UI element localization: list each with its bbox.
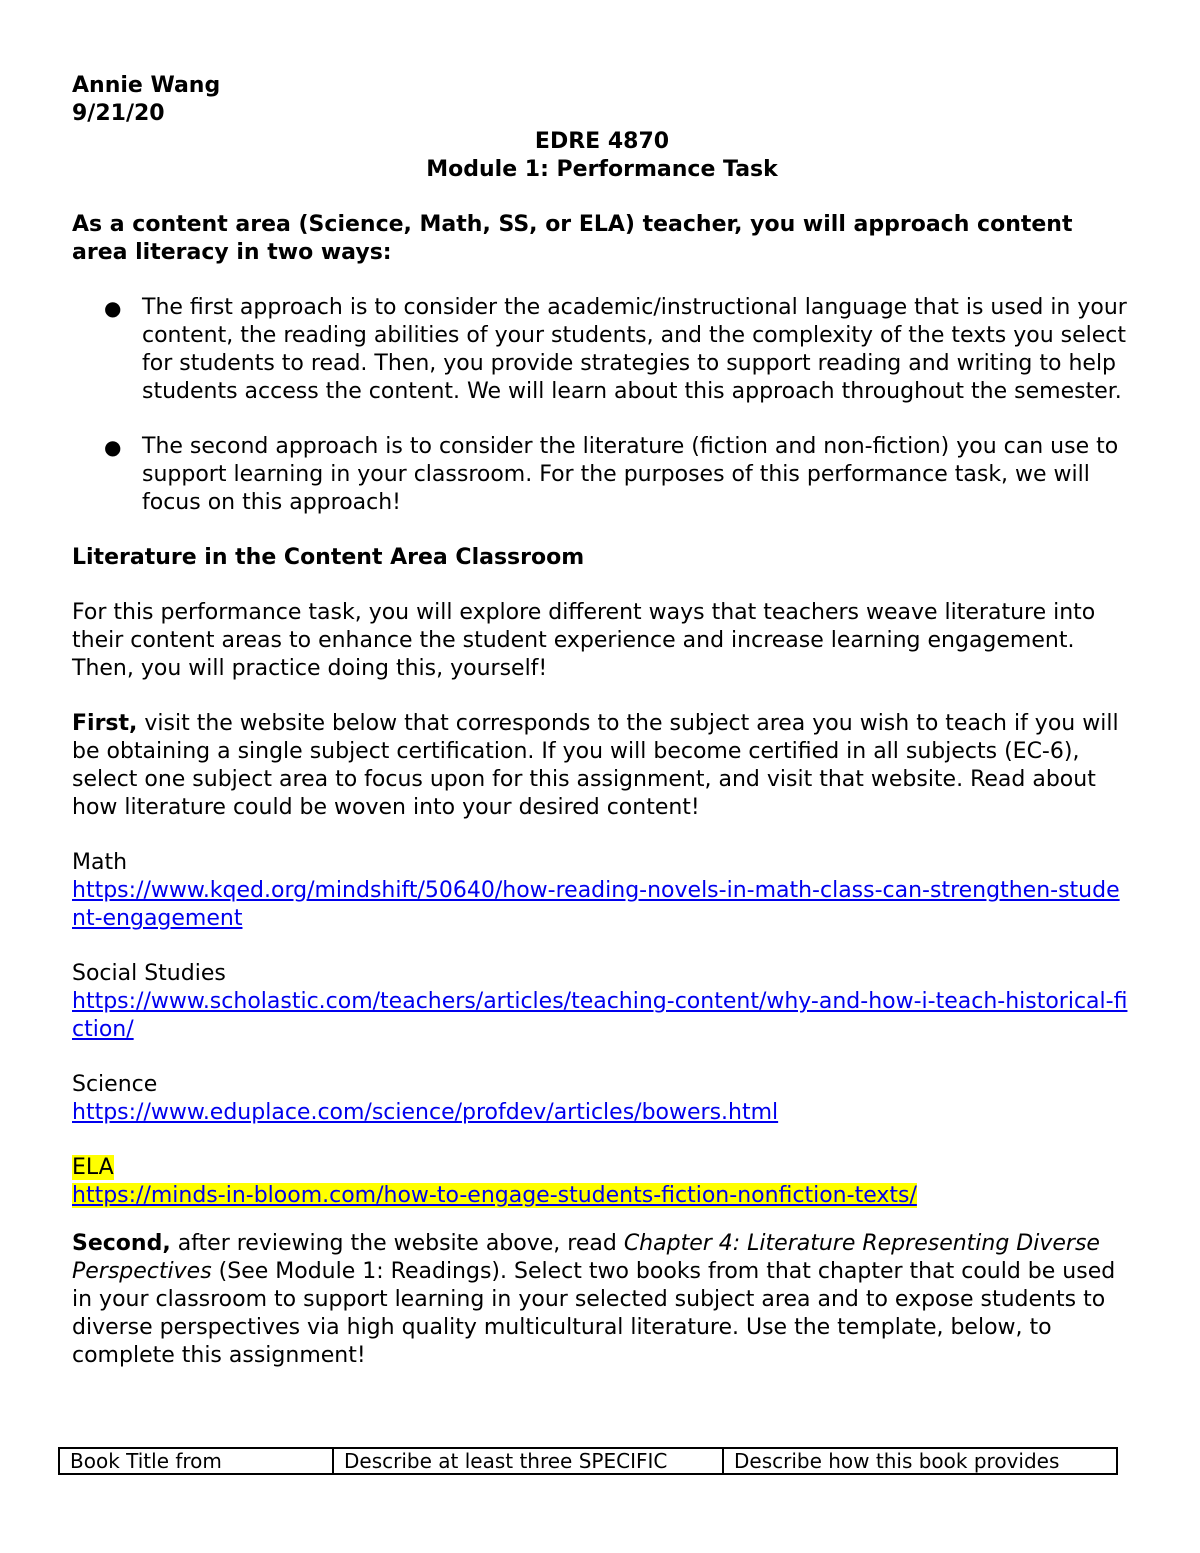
social-studies-subject: Social Studies	[72, 961, 226, 986]
bullet-icon: ●	[104, 296, 122, 320]
bullet-text: The first approach is to consider the academic/instructional language that is used in your content, the reading abilities of your students, and the complexity of the texts you select for students to read. Then, you provide strategies to support reading and writing to help students access the content. We will learn about this approach throughout the semester.	[142, 295, 1127, 404]
second-label: Second,	[72, 1231, 171, 1256]
bullet-text: The second approach is to consider the literature (fiction and non-fiction) you can use to support learning in your classroom. For the purposes of this performance task, we will focus on this approach!	[142, 434, 1119, 515]
author-name: Annie Wang	[72, 73, 221, 98]
table-header-cell: Book Title from	[59, 1448, 333, 1474]
book-template-table	[58, 1447, 1118, 1475]
chapter-title: Chapter 4: Literature Representing Diverse Perspectives	[72, 1231, 1100, 1284]
course-code: EDRE 4870	[534, 129, 670, 154]
ela-subject: ELA	[72, 1155, 114, 1180]
second-instruction: Second, after reviewing the website above, read Chapter 4: Literature Representing Diverse Perspectives (See Module 1: Readings). Select two books from that chapter that could be used in your classroom to support learning in your selected subject area and to expose students to diverse perspectives via high quality multicultural literature. Use the template, below, to complete this assignment!	[72, 1231, 1116, 1368]
intro-lead: As a content area (Science, Math, SS, or ELA) teacher, you will approach content area literacy in two ways:	[72, 212, 1073, 265]
first-label: First,	[72, 711, 138, 736]
science-link[interactable]: https://www.eduplace.com/science/profdev/articles/bowers.html	[72, 1100, 779, 1125]
list-item	[104, 294, 1132, 406]
math-link[interactable]: https://www.kqed.org/mindshift/50640/how-reading-novels-in-math-class-can-strengthen-student-engagement	[72, 878, 1120, 931]
table-header-cell: Describe how this book provides	[723, 1448, 1117, 1474]
document-page	[72, 72, 1132, 1370]
list-item	[104, 433, 1132, 517]
table-header-row	[59, 1448, 1117, 1474]
section-body: For this performance task, you will explore different ways that teachers weave literature into their content areas to enhance the student experience and increase learning engagement. Then, you will practice doing this, yourself!	[72, 600, 1096, 681]
ela-link[interactable]: https://minds-in-bloom.com/how-to-engage-students-fiction-nonfiction-texts/	[72, 1183, 917, 1208]
table-header-cell: Describe at least three SPECIFIC	[333, 1448, 723, 1474]
first-instruction	[72, 710, 1132, 822]
module-title: Module 1: Performance Task	[426, 157, 778, 182]
social-studies-link[interactable]: https://www.scholastic.com/teachers/articles/teaching-content/why-and-how-i-teach-historical-fiction/	[72, 989, 1128, 1042]
science-subject: Science	[72, 1072, 158, 1097]
section-heading: Literature in the Content Area Classroom	[72, 545, 585, 570]
first-text: visit the website below that corresponds to the subject area you wish to teach if you will be obtaining a single subject certification. If you will become certified in all subjects (EC-6), select one subject area to focus upon for this assignment, and visit that website. Read about how literature could be woven into your desired content!	[72, 711, 1119, 820]
approach-list	[72, 294, 1132, 517]
math-subject: Math	[72, 850, 128, 875]
bullet-icon: ●	[104, 435, 122, 459]
document-date: 9/21/20	[72, 101, 165, 126]
